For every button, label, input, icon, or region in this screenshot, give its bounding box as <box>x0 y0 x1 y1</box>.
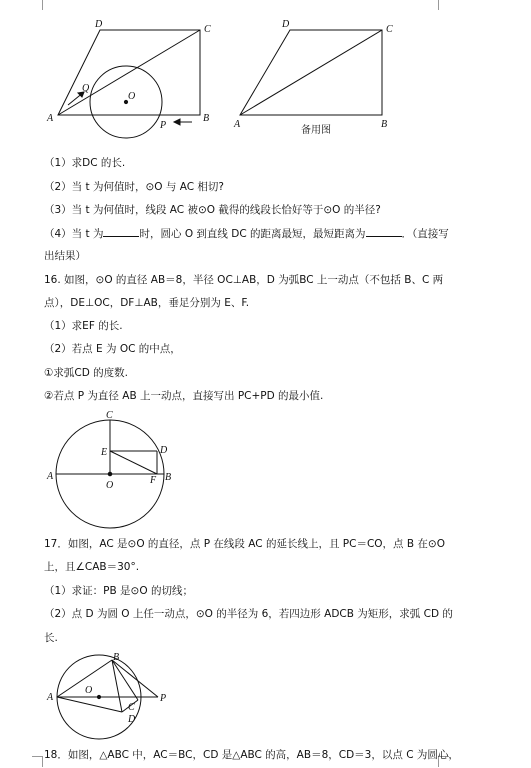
q15-part-4-a: （4）当 t 为 <box>44 228 104 240</box>
fig1-label-a: A <box>47 113 54 124</box>
q15-part-2: （2）当 t 为何值时，⊙O 与 AC 相切? <box>44 181 224 193</box>
answer-blank-distance[interactable] <box>366 226 402 237</box>
q17-label-d: D <box>128 714 136 725</box>
fig1-label-o: O <box>128 91 136 102</box>
answer-blank-t[interactable] <box>103 226 139 237</box>
q17-label-o: O <box>85 685 93 696</box>
diagonal-ac-backup <box>240 30 382 115</box>
q17-stem-2: 上，且∠CAB＝30°. <box>44 561 140 573</box>
fig1-label-q: Q <box>82 83 90 94</box>
q16-stem-2: 点），DE⊥OC，DF⊥AB，垂足分别为 E、F. <box>44 297 250 309</box>
q16-label-o: O <box>106 480 114 491</box>
q16-label-c: C <box>106 410 113 421</box>
q16-part-2-1: ①求弧CD 的度数. <box>44 367 129 379</box>
q17-part-1: （1）求证：PB 是⊙O 的切线； <box>44 585 193 597</box>
q15-part-4-b: 时，圆心 O 到直线 DC 的距离最短，最短距离为 <box>139 228 366 240</box>
q16-stem-1: 16. 如图，⊙O 的直径 AB＝8，半径 OC⊥AB，D 为弧BC 上一动点（不包括 B、C 两 <box>44 274 444 286</box>
fig2-label-c: C <box>386 24 393 35</box>
figure-q16 <box>56 420 164 528</box>
figure-1 <box>58 30 200 138</box>
q16-label-f: F <box>150 475 157 486</box>
q16-part-1: （1）求EF 的长. <box>44 320 123 332</box>
q16-label-d: D <box>160 445 168 456</box>
q17-label-a: A <box>47 692 54 703</box>
q15-part-4-c: ．（直接写 <box>401 228 449 240</box>
fig1-label-b: B <box>203 113 210 124</box>
figure-q17 <box>57 655 158 739</box>
q15-part-1: （1）求DC 的长. <box>44 157 126 169</box>
q18-stem-1: 18．如图，△ABC 中，AC＝BC，CD 是△ABC 的高，AB＝8，CD＝3，以点 C 为圆心， <box>44 749 459 761</box>
center-o-q17 <box>97 695 100 698</box>
q15-part-4 <box>44 226 449 241</box>
figure-2 <box>240 30 382 115</box>
fig2-label-d: D <box>282 19 290 30</box>
q16-label-a: A <box>47 471 54 482</box>
fig1-label-p: P <box>160 120 167 131</box>
segment-bp <box>112 660 158 697</box>
fig2-label-a: A <box>234 119 241 130</box>
segment-ad <box>57 697 122 712</box>
arrow-p-head <box>174 119 180 125</box>
q16-label-b: B <box>165 472 172 483</box>
q17-label-c: C <box>128 702 135 713</box>
segment-ef <box>110 451 157 474</box>
q17-part-2-cont: 长. <box>44 632 58 644</box>
q16-label-e: E <box>101 447 108 458</box>
q17-part-2: （2）点 D 为圆 O 上任一动点，⊙O 的半径为 6，若四边形 ADCB 为矩形，求弧 CD 的 <box>44 608 453 620</box>
q17-label-p: P <box>160 693 167 704</box>
q15-part-4-cont: 出结果） <box>44 250 86 262</box>
q16-part-2-2: ②若点 P 为直径 AB 上一动点，直接写出 PC+PD 的最小值. <box>44 390 324 402</box>
center-o-q16 <box>108 472 112 476</box>
q17-stem-1: 17．如图，AC 是⊙O 的直径，点 P 在线段 AC 的延长线上，且 PC＝CO，点 B 在⊙O <box>44 538 445 550</box>
fig2-caption: 备用图 <box>301 125 331 136</box>
fig1-label-d: D <box>95 19 103 30</box>
fig1-label-c: C <box>204 24 211 35</box>
q17-label-b: B <box>113 652 120 663</box>
q15-part-3: （3）当 t 为何值时，线段 AC 被⊙O 截得的线段长恰好等于⊙O 的半径? <box>44 204 381 216</box>
q16-part-2: （2）若点 E 为 OC 的中点， <box>44 343 181 355</box>
fig2-label-b: B <box>381 119 388 130</box>
